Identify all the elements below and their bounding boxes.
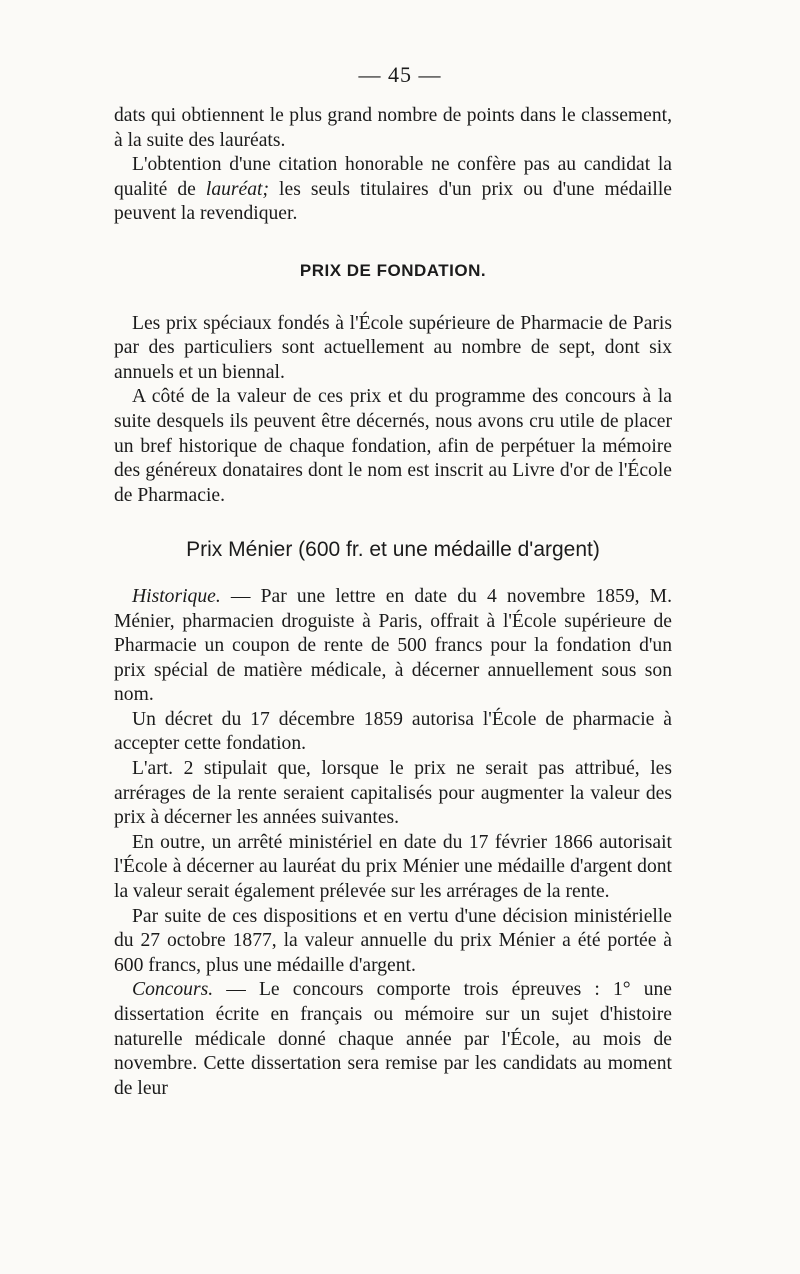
- paragraph-decret: Un décret du 17 décembre 1859 autorisa l'École de pharmacie à accepter cette fondation.: [114, 708, 672, 755]
- page-number: — 45 —: [358, 62, 442, 87]
- section-heading-prix-menier: Prix Ménier (600 fr. et une médaille d'argent): [186, 538, 600, 562]
- paragraph-article-2: L'art. 2 stipulait que, lorsque le prix ne serait pas attribué, les arrérages de la rente seraient capitalisés pour augmenter la valeur des prix à décerner les années suivantes.: [114, 758, 672, 829]
- paragraph-arrete: En outre, un arrêté ministériel en date du 17 février 1866 autorisait l'École à décerner au lauréat du prix Ménier une médaille d'argent dont la valeur serait également prélevée sur les arrérages de la rente.: [114, 831, 672, 903]
- page-body: [114, 104, 672, 1101]
- paragraph-citation: L'obtention d'une citation honorable ne confère pas au candidat la qualité de lauréat; les seuls titulaires d'un prix ou d'une médaille peuvent la revendiquer.: [114, 154, 672, 225]
- paragraph-concours: Concours. — Le concours comporte trois épreuves : 1° une dissertation écrite en français ou mémoire sur un sujet d'histoire naturelle médicale donné chaque année par l'École, au mois de novembre. Cette dissertation sera remise par les candidats au moment de leur: [114, 979, 672, 1099]
- paragraph-prix-speciaux: Les prix spéciaux fondés à l'École supérieure de Pharmacie de Paris par des particuliers sont actuellement au nombre de sept, dont six annuels et un biennal.: [114, 312, 672, 383]
- paragraph-decision: Par suite de ces dispositions et en vertu d'une décision ministérielle du 27 octobre 1877, la valeur annuelle du prix Ménier a été portée à 600 francs, plus une médaille d'argent.: [114, 905, 672, 976]
- paragraph-historique: Historique. — Par une lettre en date du 4 novembre 1859, M. Ménier, pharmacien droguiste à Paris, offrait à l'École supérieure de Pharmacie un coupon de rente de 500 francs pour la fondation d'un prix spécial de matière médicale, à décerner annuellement sous son nom.: [114, 585, 672, 706]
- paragraph-historique-intro: A côté de la valeur de ces prix et du programme des concours à la suite desquels ils peuvent être décernés, nous avons cru utile de placer un bref historique de chaque fondation, afin de perpétuer la mémoire des généreux donataires dont le nom est inscrit au Livre d'or de l'École de Pharmacie.: [114, 386, 672, 506]
- section-heading-prix-de-fondation: PRIX DE FONDATION.: [299, 260, 487, 280]
- paragraph-continuation: dats qui obtiennent le plus grand nombre de points dans le classement, à la suite des lauréats.: [114, 105, 672, 151]
